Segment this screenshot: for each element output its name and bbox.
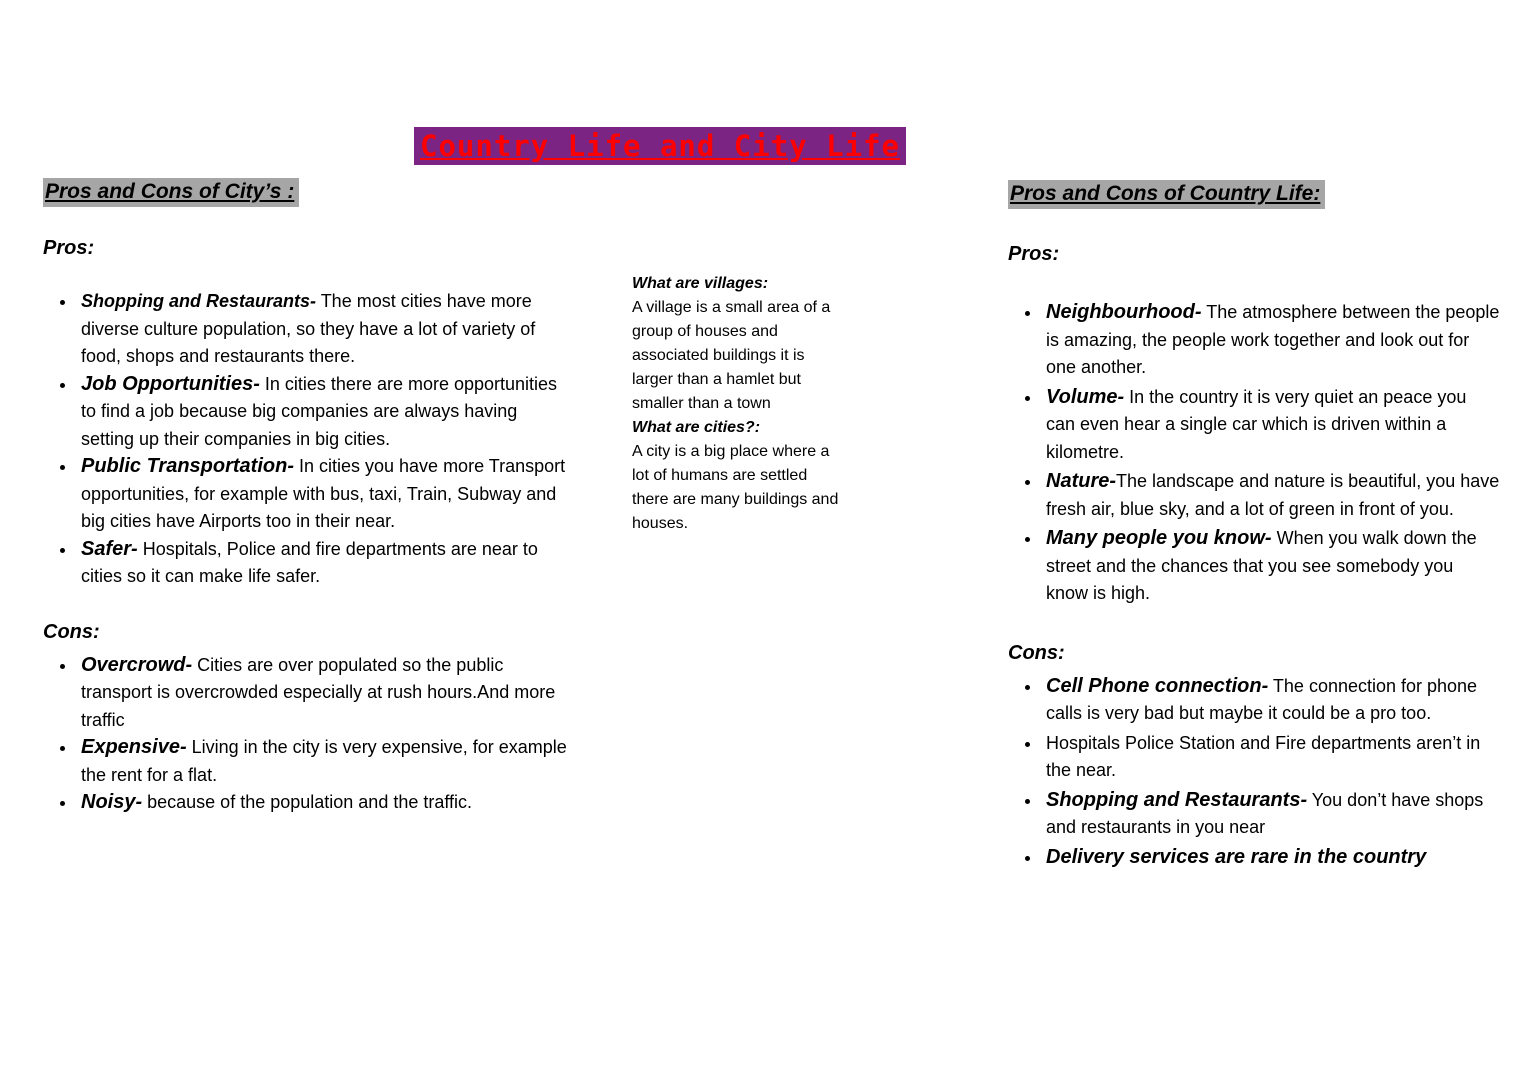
city-pros-label: Pros: <box>43 237 95 259</box>
description: Delivery services are rare in the country <box>1046 845 1427 868</box>
description: In cities there are more opportunities to find a job because big companies are always having setting up their companies in big cities. <box>81 373 558 449</box>
description: In cities you have more Transport opportunities, for example with bus, taxi, Train, Subway and big cities have Airports too in their near. <box>81 456 566 531</box>
list-item <box>77 789 575 817</box>
term: Job Opportunities- <box>81 372 260 395</box>
document-title: Country Life and City Life <box>414 127 906 165</box>
description: In the country it is very quiet an peace you can even hear a single car which is driven within a kilometre. <box>1046 386 1467 462</box>
term: Safer- <box>81 537 138 560</box>
list-item <box>1042 730 1500 785</box>
description: Living in the city is very expensive, for example the rent for a flat. <box>81 737 567 785</box>
description: You don’t have shops and restaurants in you near <box>1046 789 1484 837</box>
city-column <box>43 178 575 817</box>
term: Expensive- <box>81 736 187 758</box>
list-item <box>1042 787 1500 842</box>
city-section-heading: Pros and Cons of City’s : <box>43 178 299 207</box>
term: Neighbourhood- <box>1046 301 1202 323</box>
cities-heading: What are cities?: <box>632 419 761 436</box>
country-cons-list <box>1008 673 1500 872</box>
term: Shopping and Restaurants- <box>81 291 317 311</box>
term: Public Transportation- <box>81 455 294 477</box>
country-pros-list <box>1008 299 1500 608</box>
list-item <box>1042 468 1500 523</box>
term: Many people you know- <box>1046 527 1272 549</box>
list-item <box>1042 299 1500 382</box>
term: Overcrowd- <box>81 653 193 676</box>
list-item <box>1042 673 1500 728</box>
description: Cities are over populated so the public transport is overcrowded especially at rush hours.And more traffic <box>81 654 556 730</box>
list-item <box>77 536 575 591</box>
description: Hospitals, Police and fire departments are near to cities so it can make life safer. <box>81 538 538 586</box>
definitions-column <box>632 272 846 536</box>
villages-heading: What are villages: <box>632 275 769 292</box>
list-item <box>77 453 575 536</box>
list-item <box>1042 525 1500 608</box>
list-item <box>77 288 575 371</box>
term: Volume- <box>1046 385 1125 408</box>
city-cons-label: Cons: <box>43 620 100 643</box>
description: Hospitals Police Station and Fire departments aren’t in the near. <box>1046 732 1481 780</box>
country-pros-label: Pros: <box>1008 243 1060 265</box>
list-item <box>1042 844 1500 872</box>
description: When you walk down the street and the chances that you see somebody you know is high. <box>1046 528 1477 603</box>
term: Cell Phone connection- <box>1046 674 1269 697</box>
country-column <box>1008 180 1500 873</box>
list-item <box>77 371 575 454</box>
term: Noisy- <box>81 791 143 813</box>
villages-text: A village is a small area of a group of houses and associated buildings it is larger than a hamlet but smaller than a town <box>632 299 831 412</box>
description: The atmosphere between the people is amazing, the people work together and look out for one another. <box>1046 302 1500 377</box>
term: Nature- <box>1046 470 1117 492</box>
description: The connection for phone calls is very bad but maybe it could be a pro too. <box>1046 675 1478 723</box>
term: Shopping and Restaurants- <box>1046 788 1308 811</box>
list-item <box>77 734 575 789</box>
country-cons-label: Cons: <box>1008 641 1065 664</box>
list-item <box>1042 384 1500 467</box>
city-pros-list <box>43 288 575 591</box>
country-section-heading: Pros and Cons of Country Life: <box>1008 180 1325 209</box>
description: The landscape and nature is beautiful, you have fresh air, blue sky, and a lot of green in front of you. <box>1046 471 1500 519</box>
cities-text: A city is a big place where a lot of humans are settled there are many buildings and houses. <box>632 443 839 532</box>
city-cons-list <box>43 652 575 817</box>
description: because of the population and the traffic. <box>142 792 473 812</box>
description: The most cities have more diverse culture population, so they have a lot of variety of food, shops and restaurants there. <box>81 291 536 366</box>
list-item <box>77 652 575 735</box>
